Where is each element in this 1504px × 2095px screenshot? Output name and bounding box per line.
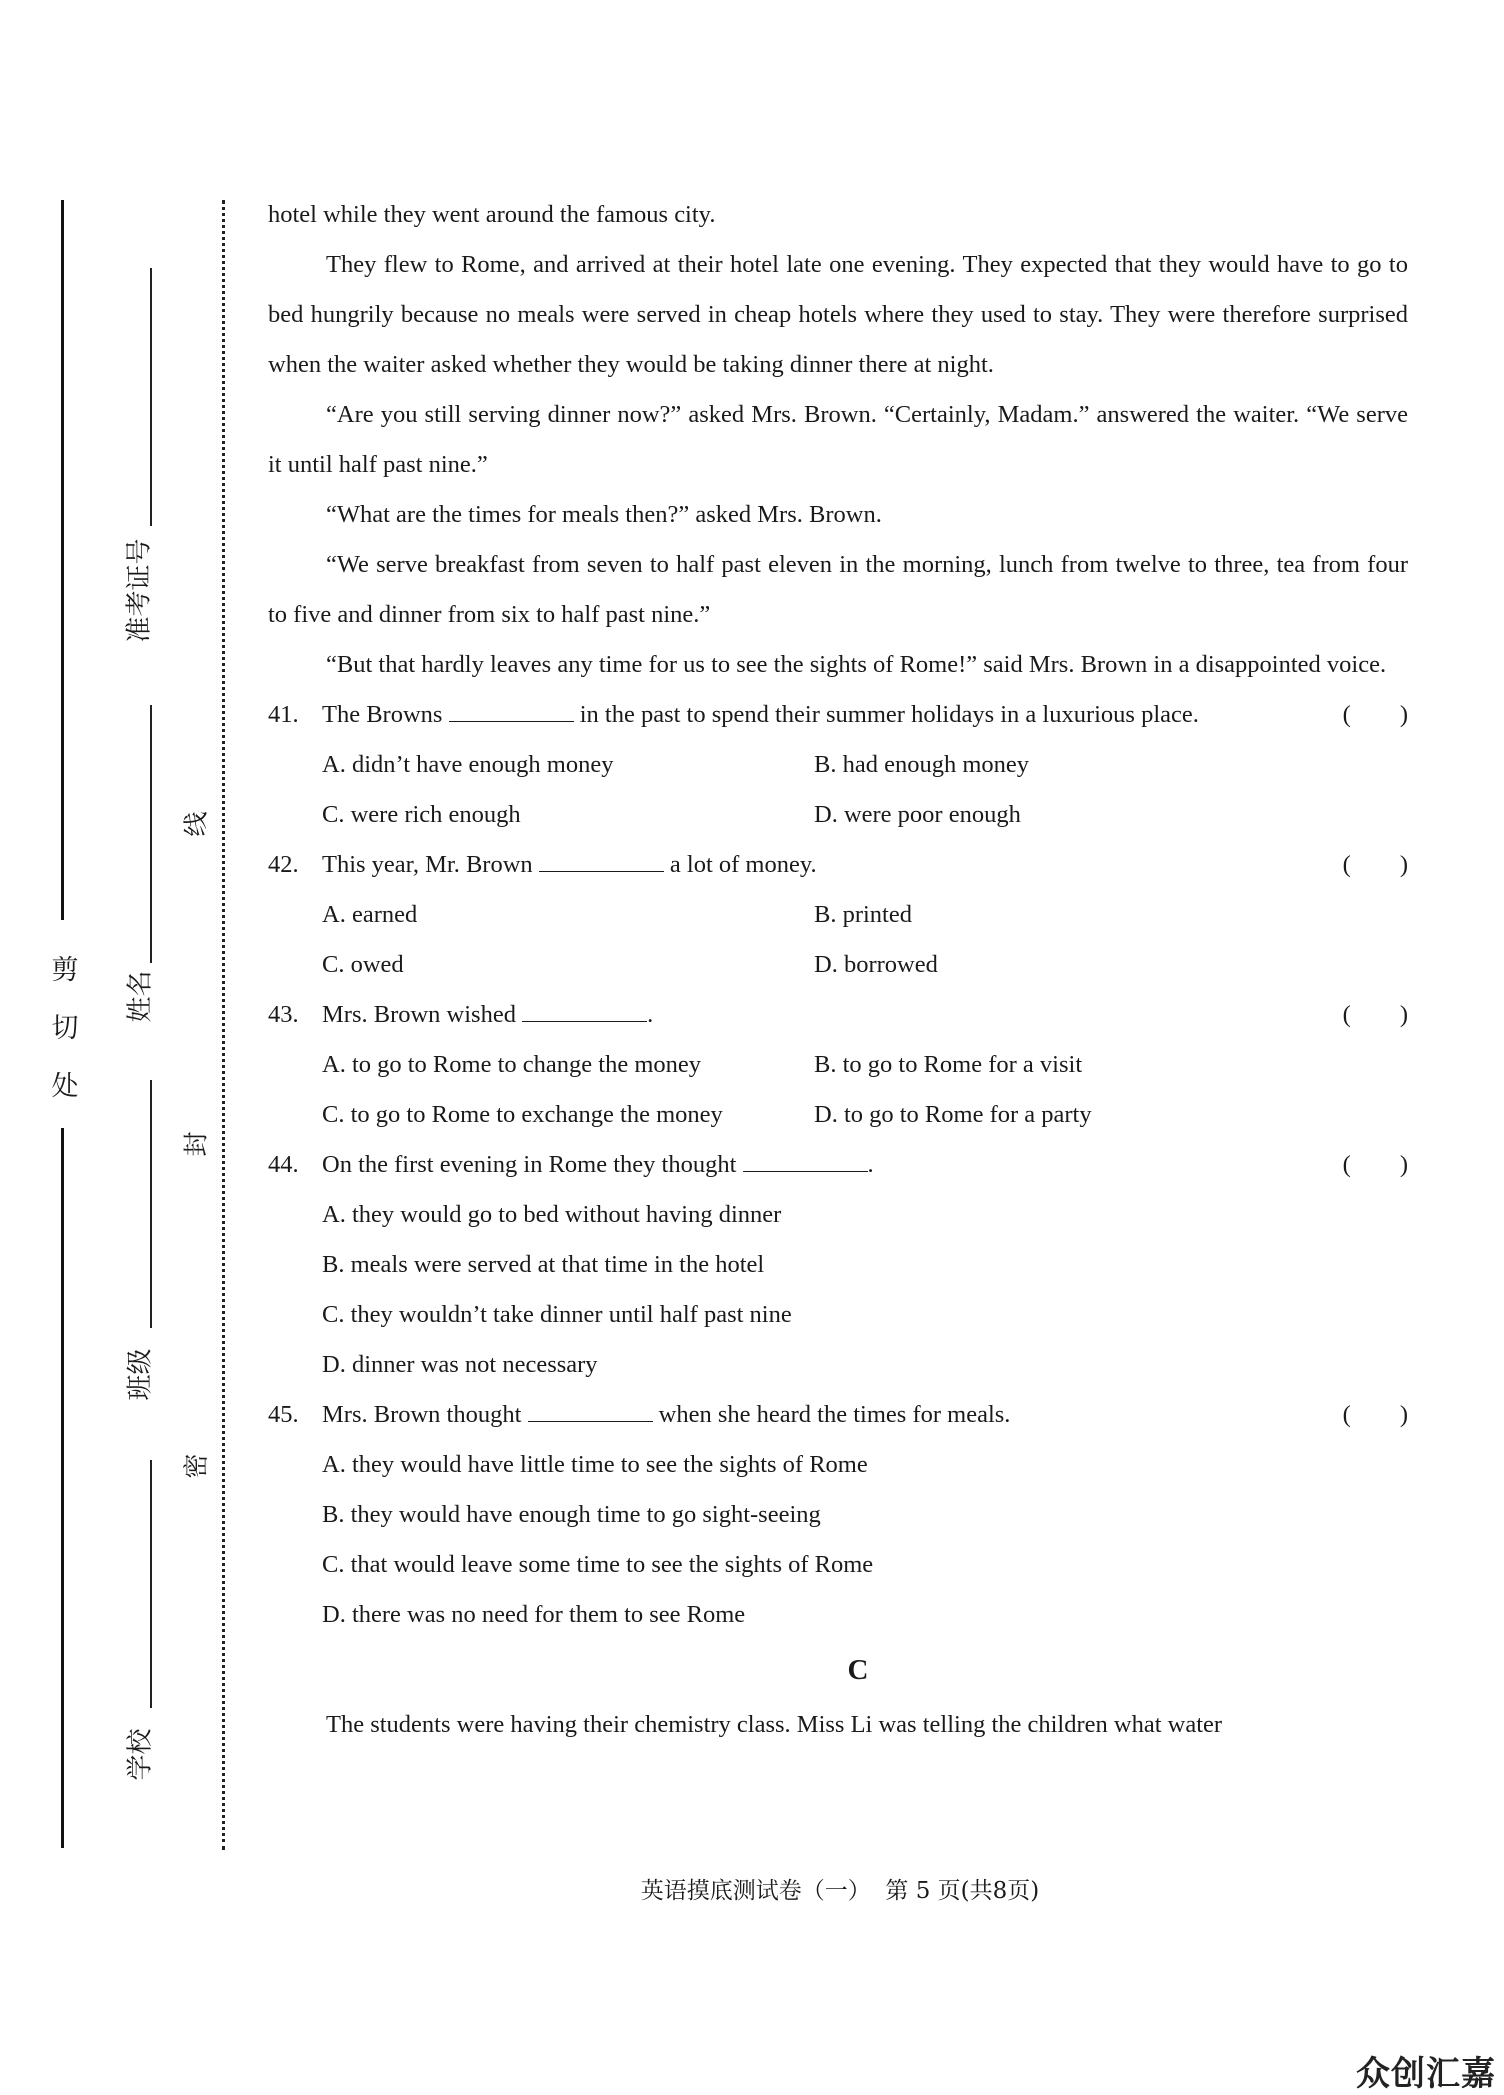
options-row [268, 1540, 1408, 1590]
option-b: B. they would have enough time to go sight-seeing [322, 1501, 821, 1528]
options-row [268, 940, 1408, 990]
question-number: 41. [268, 701, 299, 728]
question-text: Mrs. Brown wished . [322, 1001, 654, 1028]
option-a: A. they would have little time to see the sights of Rome [322, 1451, 868, 1478]
option-d: D. dinner was not necessary [322, 1351, 598, 1378]
answer-parentheses: ( ) [1342, 701, 1408, 728]
passage-paragraph: “We serve breakfast from seven to half past eleven in the morning, lunch from twelve to three, tea from four to five and dinner from six to half past nine.” [268, 551, 1408, 628]
question-text: The Browns in the past to spend their summer holidays in a luxurious place. [322, 701, 1199, 728]
seal-char-mi: 密 [181, 1453, 211, 1479]
options-row [268, 1090, 1408, 1140]
passage-paragraph: hotel while they went around the famous city. [268, 201, 716, 228]
cut-line-top [61, 200, 64, 920]
option-a: A. didn’t have enough money [322, 751, 614, 778]
option-a: A. to go to Rome to change the money [322, 1051, 701, 1078]
field-line-school [150, 1460, 152, 1708]
question-number: 44. [268, 1151, 299, 1178]
option-c: C. they wouldn’t take dinner until half past nine [322, 1301, 792, 1328]
question-text: Mrs. Brown thought when she heard the times for meals. [322, 1401, 1011, 1428]
cut-char-3: 处 [51, 1071, 79, 1102]
options-row [268, 1440, 1408, 1490]
options-row [268, 790, 1408, 840]
question-45 [268, 1390, 1408, 1440]
option-b: B. printed [814, 901, 912, 928]
question-number: 42. [268, 851, 299, 878]
option-d: D. there was no need for them to see Rome [322, 1601, 746, 1628]
question-number: 43. [268, 1001, 299, 1028]
page-footer: 英语摸底测试卷（一） 第 5 页(共8页) [640, 1878, 1040, 1904]
option-a: A. earned [322, 901, 418, 928]
cut-char-2: 切 [51, 1013, 79, 1044]
option-c: C. were rich enough [322, 801, 521, 828]
seal-dotted-line [222, 200, 225, 1850]
answer-blank [743, 1151, 868, 1172]
option-b: B. to go to Rome for a visit [814, 1051, 1083, 1078]
binding-margin [0, 0, 240, 2095]
answer-parentheses: ( ) [1342, 1401, 1408, 1428]
answer-blank [522, 1001, 647, 1022]
options-row [268, 1040, 1408, 1090]
options-row [268, 740, 1408, 790]
field-label-name: 姓名 [125, 970, 156, 1023]
option-d: D. were poor enough [814, 801, 1021, 828]
options-row [268, 1490, 1408, 1540]
cut-line-bottom [61, 1128, 64, 1848]
question-41 [268, 690, 1408, 740]
option-b: B. meals were served at that time in the hotel [322, 1251, 765, 1278]
seal-char-feng: 封 [181, 1131, 211, 1157]
options-row [268, 1290, 1408, 1340]
question-44 [268, 1140, 1408, 1190]
section-heading: C [847, 1654, 869, 1686]
question-number: 45. [268, 1401, 299, 1428]
option-d: D. borrowed [814, 951, 938, 978]
option-a: A. they would go to bed without having dinner [322, 1201, 782, 1228]
option-c: C. owed [322, 951, 404, 978]
question-text: On the first evening in Rome they thought . [322, 1151, 874, 1178]
passage-paragraph: They flew to Rome, and arrived at their hotel late one evening. They expected that they would have to go to bed hungrily because no meals were served in cheap hotels where they used to stay. They were therefore surprised when the waiter asked whether they would be taking dinner there at night. [268, 251, 1408, 378]
exam-content [268, 190, 1408, 1750]
options-row [268, 890, 1408, 940]
question-42 [268, 840, 1408, 890]
passage-paragraph: The students were having their chemistry class. Miss Li was telling the children what water [326, 1711, 1223, 1738]
answer-blank [539, 851, 664, 872]
field-line-class [150, 1080, 152, 1328]
question-43 [268, 990, 1408, 1040]
passage-paragraph: “But that hardly leaves any time for us to see the sights of Rome!” said Mrs. Brown in a disappointed voice. [326, 651, 1387, 678]
field-label-class: 班级 [125, 1348, 156, 1401]
answer-parentheses: ( ) [1342, 1151, 1408, 1178]
answer-blank [449, 701, 574, 722]
passage-paragraph: “Are you still serving dinner now?” asked Mrs. Brown. “Certainly, Madam.” answered the waiter. “We serve it until half past nine.” [268, 401, 1408, 478]
question-text: This year, Mr. Brown a lot of money. [322, 851, 817, 878]
field-label-school: 学校 [125, 1728, 156, 1781]
passage-paragraph: “What are the times for meals then?” asked Mrs. Brown. [326, 501, 882, 528]
answer-blank [528, 1401, 653, 1422]
options-row [268, 1240, 1408, 1290]
answer-parentheses: ( ) [1342, 1001, 1408, 1028]
options-row [268, 1190, 1408, 1240]
field-line-name [150, 705, 152, 963]
option-b: B. had enough money [814, 751, 1030, 778]
option-c: C. to go to Rome to exchange the money [322, 1101, 723, 1128]
seal-char-xian: 线 [181, 811, 211, 837]
option-d: D. to go to Rome for a party [814, 1101, 1092, 1128]
options-row [268, 1590, 1408, 1640]
options-row [268, 1340, 1408, 1390]
field-label-exam-id: 准考证号 [124, 538, 155, 643]
field-line-exam-id [150, 268, 152, 526]
watermark-logo: 众创汇嘉 [1356, 2054, 1496, 2094]
answer-parentheses: ( ) [1342, 851, 1408, 878]
option-c: C. that would leave some time to see the sights of Rome [322, 1551, 874, 1578]
cut-char-1: 剪 [51, 955, 79, 986]
